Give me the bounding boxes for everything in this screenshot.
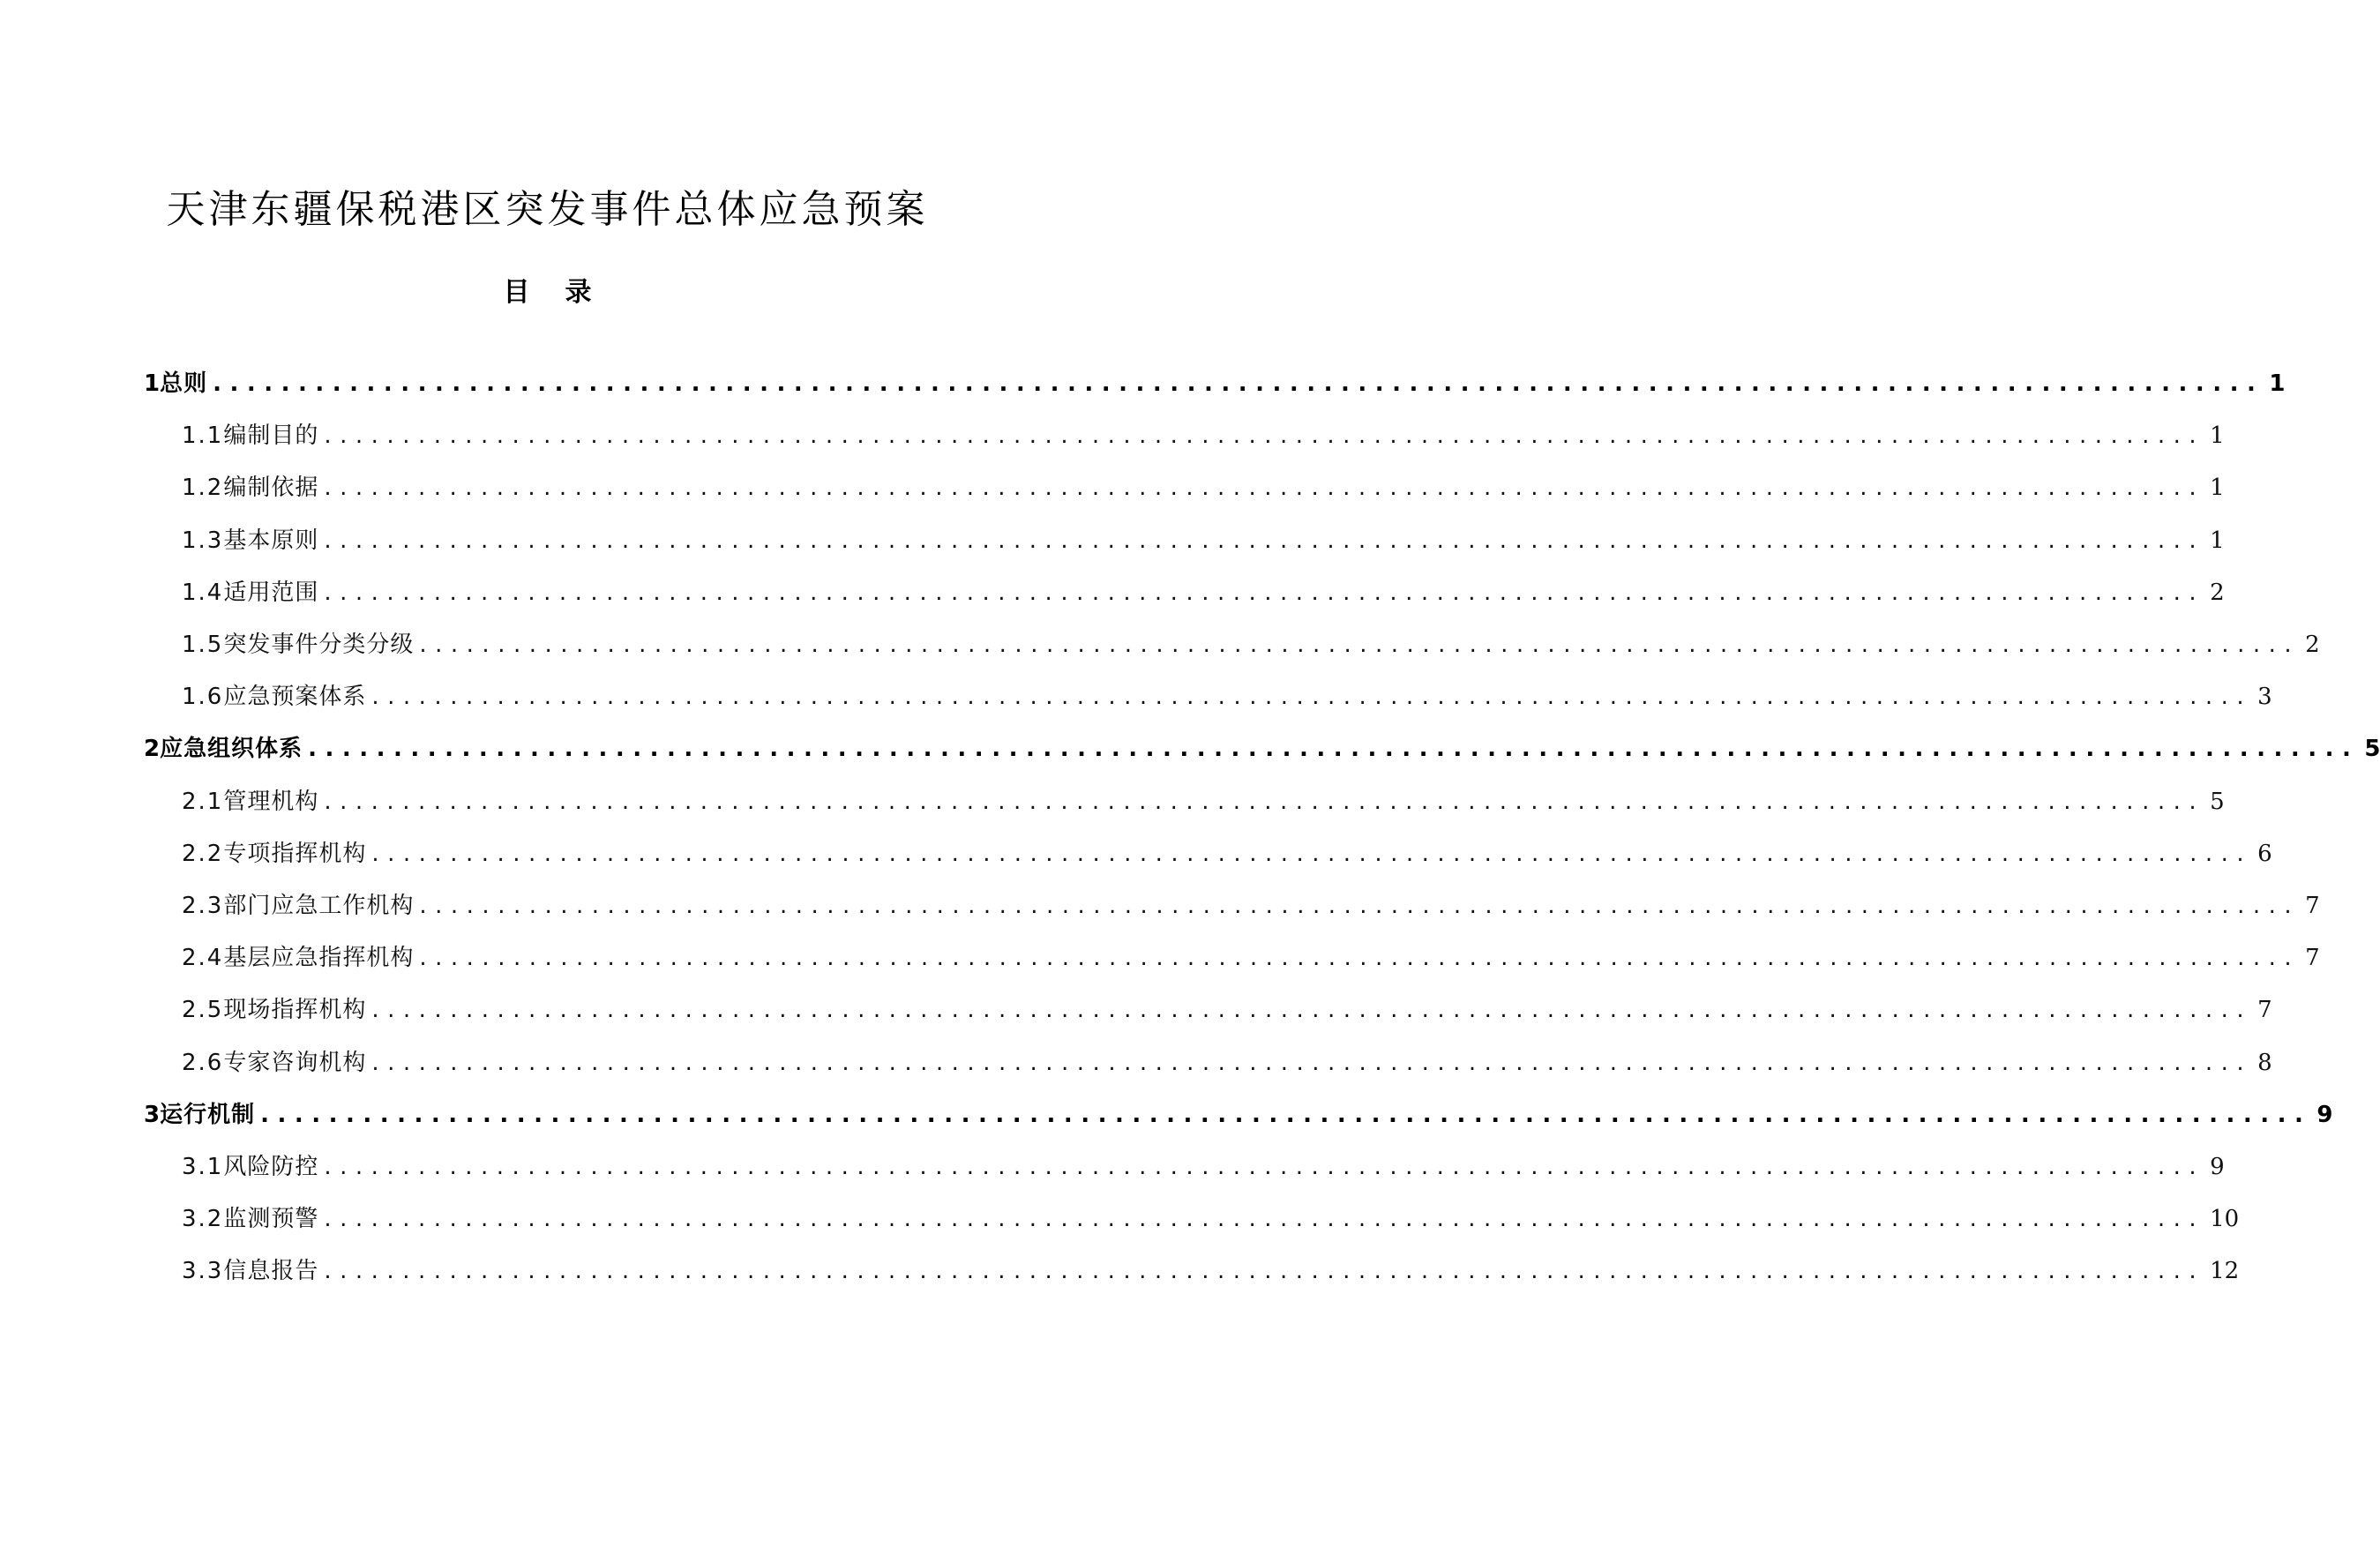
toc-page-number: 1 [2210,475,2225,502]
toc-entry-number: 2.2 [182,840,224,867]
document-title: 天津东疆保税港区突发事件总体应急预案 [166,187,929,232]
toc-entry-label: 应急组织体系 [160,736,303,763]
toc-entry-label: 风险防控 [223,1154,319,1180]
toc-dot-leader: ........................................................................................................................ [324,527,2205,554]
toc-entry-label: 监测预警 [223,1206,319,1233]
toc-section-row[interactable] [182,773,2225,817]
toc-entry-number: 3.3 [182,1258,224,1285]
toc-dot-leader: ........................................................................................................................ [419,945,2301,972]
toc-entry-label: 专项指挥机构 [223,840,367,867]
toc-page-number: 7 [2305,893,2320,919]
toc-dot-leader: ........................................................................................................................ [371,1049,2253,1076]
toc-entry-number: 2.3 [182,893,224,919]
toc-entry-number: 2 [144,736,161,763]
toc-page-number: 7 [2257,997,2272,1024]
toc-dot-leader: ........................................................................................................................ [371,997,2253,1024]
toc-page-number: 7 [2305,945,2320,972]
toc-page-number: 9 [2316,1101,2333,1128]
toc-dot-leader: ........................................................................................................................ [324,1206,2205,1233]
toc-heading: 目录 [503,277,627,308]
toc-entry-number: 1.5 [182,632,224,658]
toc-entry-number: 2.1 [182,788,224,815]
toc-entry-label: 编制目的 [223,423,319,450]
toc-entry-label: 基层应急指挥机构 [223,945,415,972]
toc-dot-leader: ........................................................................................................................ [371,684,2253,711]
toc-section-row[interactable] [182,1242,2240,1286]
toc-section-row[interactable] [182,616,2320,660]
toc-section-row[interactable] [182,564,2225,608]
toc-entry-number: 1.3 [182,527,224,554]
toc-page-number: 10 [2210,1206,2240,1233]
toc-entry-label: 总则 [160,370,208,397]
toc-dot-leader: ........................................................................................................................ [324,475,2205,502]
toc-entry-label: 突发事件分类分级 [223,632,415,658]
toc-page-number: 1 [2269,370,2286,397]
toc-section-row[interactable] [182,929,2320,973]
toc-entry-number: 3.2 [182,1206,224,1233]
toc-dot-leader: ........................................................................................................................ [260,1101,2312,1128]
toc-entry-number: 2.6 [182,1049,224,1076]
toc-dot-leader: ........................................................................................................................ [324,579,2205,606]
toc-page-number: 12 [2210,1258,2240,1285]
toc-page-number: 1 [2210,527,2225,554]
toc-page-number: 8 [2257,1049,2272,1076]
toc-dot-leader: ........................................................................................................................ [419,632,2301,658]
toc-page-number: 5 [2364,736,2380,763]
toc-chapter-row[interactable] [144,355,2286,399]
toc-dot-leader: ........................................................................................................................ [324,1154,2205,1180]
toc-entry-label: 编制依据 [223,475,319,502]
toc-dot-leader: ........................................................................................................................ [308,736,2360,763]
toc-page-number: 9 [2210,1154,2225,1180]
toc-entry-label: 信息报告 [223,1258,319,1285]
toc-entry-number: 1 [144,370,161,397]
toc-entry-number: 2.5 [182,997,224,1024]
toc-dot-leader: ........................................................................................................................ [419,893,2301,919]
toc-page-number: 2 [2305,632,2320,658]
toc-page-number: 5 [2210,788,2225,815]
toc-entry-label: 基本原则 [223,527,319,554]
toc-section-row[interactable] [182,825,2272,869]
toc-page-number: 6 [2257,840,2272,867]
toc-entry-label: 运行机制 [160,1101,256,1128]
toc-dot-leader: ........................................................................................................................ [324,1258,2205,1285]
toc-section-row[interactable] [182,1138,2225,1182]
toc-entry-label: 管理机构 [223,788,319,815]
toc-dot-leader: ........................................................................................................................ [371,840,2253,867]
toc-entry-number: 3.1 [182,1154,224,1180]
toc-entry-number: 3 [144,1101,161,1128]
toc-section-row[interactable] [182,981,2272,1025]
toc-dot-leader: ........................................................................................................................ [324,423,2205,450]
toc-entry-label: 专家咨询机构 [223,1049,367,1076]
toc-section-row[interactable] [182,877,2320,921]
toc-section-row[interactable] [182,512,2225,556]
toc-section-row[interactable] [182,459,2225,503]
toc-chapter-row[interactable] [144,1086,2333,1130]
toc-page-number: 3 [2257,684,2272,711]
toc-section-row[interactable] [182,668,2272,712]
toc-entry-label: 应急预案体系 [223,684,367,711]
toc-entry-number: 2.4 [182,945,224,972]
toc-entry-label: 现场指挥机构 [223,997,367,1024]
toc-entry-label: 适用范围 [223,579,319,606]
toc-dot-leader: ........................................................................................................................ [213,370,2264,397]
toc-entry-number: 1.4 [182,579,224,606]
toc-chapter-row[interactable] [144,720,2380,764]
toc-page-number: 2 [2210,579,2225,606]
toc-entry-number: 1.1 [182,423,224,450]
toc-entry-number: 1.2 [182,475,224,502]
toc-section-row[interactable] [182,1034,2272,1078]
toc-section-row[interactable] [182,407,2225,451]
toc-entry-number: 1.6 [182,684,224,711]
toc-entry-label: 部门应急工作机构 [223,893,415,919]
toc-section-row[interactable] [182,1190,2240,1234]
toc-dot-leader: ........................................................................................................................ [324,788,2205,815]
toc-page-number: 1 [2210,423,2225,450]
